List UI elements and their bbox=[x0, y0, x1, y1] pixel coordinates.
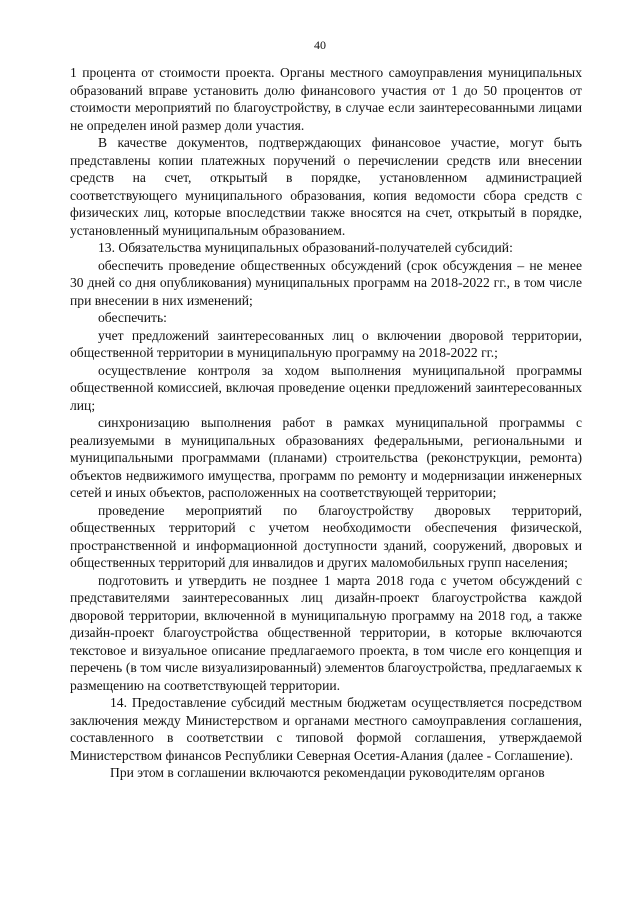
paragraph-recommendations: При этом в соглашении включаются рекомендации руководителям органов bbox=[110, 765, 545, 780]
paragraph-payment-documents: В качестве документов, подтверждающих финансовое участие, могут быть представлены копии платежных поручений о перечислении средств или внесении средств на счет, открытый в порядке, установленном администрацией соответствующего муниципального образования, копия ведомости сбора средств с физических лиц, которые впоследствии также вносятся на счет, открытый в порядке, установленный муниципальным образованием. bbox=[70, 135, 582, 238]
paragraph-synchronization: синхронизацию выполнения работ в рамках муниципальной программы с реализуемыми в муниципальных образованиях федеральными, региональными и муниципальными программами (планами) строительства (реконструкции, ремонта) объектов недвижимого имущества, программ по ремонту и модернизации инженерных сетей и иных объектов, расположенных на соответствующей территории; bbox=[70, 415, 582, 500]
paragraph-section-13-heading: 13. Обязательства муниципальных образований-получателей субсидий: bbox=[98, 240, 513, 255]
paragraph-section-14: 14. Предоставление субсидий местным бюджетам осуществляется посредством заключения между Министерством и органами местного самоуправления соглашения, составленного в соответствии с типовой формой соглашения, утверждаемой Министерством финансов Республики Северная Осетия-Алания (далее - Соглашение). bbox=[70, 695, 582, 763]
page-number: 40 bbox=[314, 38, 326, 52]
paragraph-public-discussion: обеспечить проведение общественных обсуждений (срок обсуждения – не менее 30 дней со дня опубликования) муниципальных программ на 2018-2022 гг., в том числе при внесении в них изменений; bbox=[70, 257, 582, 308]
paragraph-funding-share: 1 процента от стоимости проекта. Органы местного самоуправления муниципальных образований вправе установить долю финансового участия от 1 до 50 процентов от стоимости мероприятий по благоустройству, в случае если заинтересованными лицами не определен иной размер доли участия. bbox=[70, 65, 582, 133]
paragraph-program-control: осуществление контроля за ходом выполнения муниципальной программы общественной комиссией, включая проведение оценки предложений заинтересованных лиц; bbox=[70, 362, 582, 413]
paragraph-design-project: подготовить и утвердить не позднее 1 марта 2018 года с учетом обсуждений с представителями заинтересованных лиц дизайн-проект благоустройства каждой дворовой территории, включенной в муниципальную программу на 2018 год, а также дизайн-проект благоустройства общественной территории, в которые включаются текстовое и визуальное описание предлагаемого проекта, в том числе его концепция и перечень (в том числе визуализированный) элементов благоустройства, предлагаемых к размещению на соответствующей территории. bbox=[70, 572, 582, 693]
paragraph-accessibility: проведение мероприятий по благоустройству дворовых территорий, общественных территорий с учетом необходимости обеспечения физической, пространственной и информационной доступности зданий, сооружений, дворовых и общественных территорий для инвалидов и других маломобильных групп населения; bbox=[70, 502, 582, 570]
paragraph-proposals-accounting: учет предложений заинтересованных лиц о включении дворовой территории, общественной территории в муниципальную программу на 2018-2022 гг.; bbox=[70, 327, 582, 360]
paragraph-ensure: обеспечить: bbox=[98, 310, 167, 325]
document-body bbox=[70, 64, 582, 782]
